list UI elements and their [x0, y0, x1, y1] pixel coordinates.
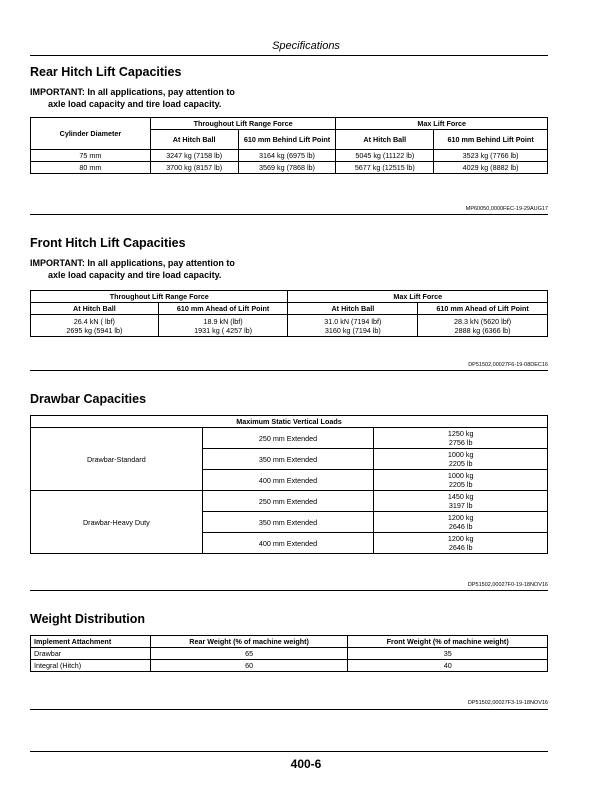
table-row: [31, 315, 548, 337]
cell-line: 28.3 kN (5620 lbf): [454, 316, 512, 326]
table-cell: [374, 470, 548, 491]
weight-distribution-title: Weight Distribution: [30, 612, 146, 626]
weight-reference-code: DP51502,00027F3-19-18NOV16: [467, 700, 548, 706]
front-important-note: [30, 257, 235, 281]
cell-line: 2756 lb: [448, 438, 473, 447]
table-cell: 60: [150, 660, 348, 672]
table-row: [31, 648, 548, 660]
table-row: [31, 660, 548, 672]
section-divider: [30, 709, 548, 710]
weight-distribution-table: [30, 635, 548, 672]
rear-important-line2: axle load capacity and tire load capacity.: [48, 99, 222, 109]
table-cell: [374, 512, 548, 533]
table-cell: [374, 449, 548, 470]
table-cell: Integral (Hitch): [31, 660, 151, 672]
drawbar-group-heavy-duty: Drawbar-Heavy Duty: [31, 491, 203, 554]
table-cell: 250 mm Extended: [202, 491, 374, 512]
cell-line: 1450 kg: [447, 492, 474, 501]
cell-line: 2646 lb: [448, 543, 473, 552]
cell-line: 2646 lb: [448, 522, 473, 531]
rear-col-cylinder: Cylinder Diameter: [31, 118, 151, 150]
header-divider: [30, 55, 548, 56]
table-cell: [418, 315, 548, 337]
table-row: [31, 150, 548, 162]
weight-col-implement: Implement Attachment: [31, 636, 151, 648]
table-cell: 3523 kg (7766 lb): [434, 150, 548, 162]
table-row: [31, 428, 548, 449]
front-hitch-title: Front Hitch Lift Capacities: [30, 236, 186, 250]
page-number: 400-6: [290, 757, 322, 771]
front-sub-610-2: 610 mm Ahead of Lift Point: [418, 303, 548, 315]
table-cell: 400 mm Extended: [202, 470, 374, 491]
cell-line: 2205 lb: [448, 459, 473, 468]
drawbar-header: Maximum Static Vertical Loads: [31, 416, 548, 428]
cell-line: 18.9 kN (lbf): [203, 316, 243, 326]
table-cell: 4029 kg (8882 lb): [434, 162, 548, 174]
rear-group-max: Max Lift Force: [336, 118, 548, 130]
table-cell: 400 mm Extended: [202, 533, 374, 554]
table-cell: [288, 315, 418, 337]
table-cell: 75 mm: [31, 150, 151, 162]
front-group-max: Max Lift Force: [288, 291, 548, 303]
cell-line: 1250 kg: [447, 429, 474, 438]
table-row: [31, 491, 548, 512]
table-cell: 350 mm Extended: [202, 449, 374, 470]
rear-hitch-table: [30, 117, 548, 174]
cell-line: 3160 kg (7194 lb): [324, 325, 381, 335]
cell-line: 1200 kg: [447, 513, 474, 522]
table-cell: 3700 kg (8157 lb): [150, 162, 238, 174]
table-cell: [374, 428, 548, 449]
drawbar-reference-code: DP51502,00027F0-19-18NOV16: [467, 582, 548, 588]
section-divider: [30, 590, 548, 591]
front-important-line1: IMPORTANT: In all applications, pay attention to: [30, 258, 235, 268]
table-cell: 80 mm: [31, 162, 151, 174]
front-sub-ball-2: At Hitch Ball: [288, 303, 418, 315]
table-cell: [374, 533, 548, 554]
table-cell: 35: [348, 648, 548, 660]
front-reference-code: DP51502,00027F6-19-08DEC16: [468, 362, 548, 368]
table-cell: 65: [150, 648, 348, 660]
rear-important-line1: IMPORTANT: In all applications, pay attention to: [30, 87, 235, 97]
cell-line: 1931 kg ( 4257 lb): [194, 325, 253, 335]
table-cell: 350 mm Extended: [202, 512, 374, 533]
rear-sub-610-1: 610 mm Behind Lift Point: [238, 130, 336, 150]
table-cell: 3247 kg (7158 lb): [150, 150, 238, 162]
cell-line: 26.4 kN ( lbf): [73, 316, 115, 326]
page-header-title: Specifications: [272, 40, 340, 52]
drawbar-group-standard: Drawbar-Standard: [31, 428, 203, 491]
cell-line: 1000 kg: [447, 450, 474, 459]
rear-group-throughout: Throughout Lift Range Force: [150, 118, 336, 130]
front-important-line2: axle load capacity and tire load capacity.: [48, 270, 222, 280]
cell-line: 31.0 kN (7194 lbf): [324, 316, 382, 326]
cell-line: 2888 kg (6366 lb): [454, 325, 511, 335]
table-cell: 250 mm Extended: [202, 428, 374, 449]
table-row: [31, 162, 548, 174]
table-cell: Drawbar: [31, 648, 151, 660]
table-cell: 3569 kg (7868 lb): [238, 162, 336, 174]
drawbar-title: Drawbar Capacities: [30, 392, 147, 406]
weight-col-front: Front Weight (% of machine weight): [348, 636, 548, 648]
rear-sub-ball-1: At Hitch Ball: [150, 130, 238, 150]
table-cell: [374, 491, 548, 512]
table-cell: 5045 kg (11122 lb): [336, 150, 434, 162]
front-group-throughout: Throughout Lift Range Force: [31, 291, 288, 303]
table-cell: 3164 kg (6975 lb): [238, 150, 336, 162]
rear-reference-code: MP60050,0000FEC-19-29AUG17: [465, 206, 548, 212]
rear-sub-ball-2: At Hitch Ball: [336, 130, 434, 150]
front-sub-610-1: 610 mm Ahead of Lift Point: [158, 303, 288, 315]
table-cell: [158, 315, 288, 337]
table-cell: 40: [348, 660, 548, 672]
rear-sub-610-2: 610 mm Behind Lift Point: [434, 130, 548, 150]
section-divider: [30, 370, 548, 371]
table-cell: 5677 kg (12515 lb): [336, 162, 434, 174]
cell-line: 2205 lb: [448, 480, 473, 489]
cell-line: 3197 lb: [448, 501, 473, 510]
cell-line: 1000 kg: [447, 471, 474, 480]
footer-divider: [30, 751, 548, 752]
weight-col-rear: Rear Weight (% of machine weight): [150, 636, 348, 648]
table-cell: [31, 315, 159, 337]
cell-line: 1200 kg: [447, 534, 474, 543]
front-hitch-table: [30, 290, 548, 337]
rear-hitch-title: Rear Hitch Lift Capacities: [30, 65, 182, 79]
cell-line: 2695 kg (5941 lb): [66, 325, 123, 335]
drawbar-table: [30, 415, 548, 554]
rear-important-note: [30, 86, 235, 110]
section-divider: [30, 214, 548, 215]
front-sub-ball-1: At Hitch Ball: [31, 303, 159, 315]
